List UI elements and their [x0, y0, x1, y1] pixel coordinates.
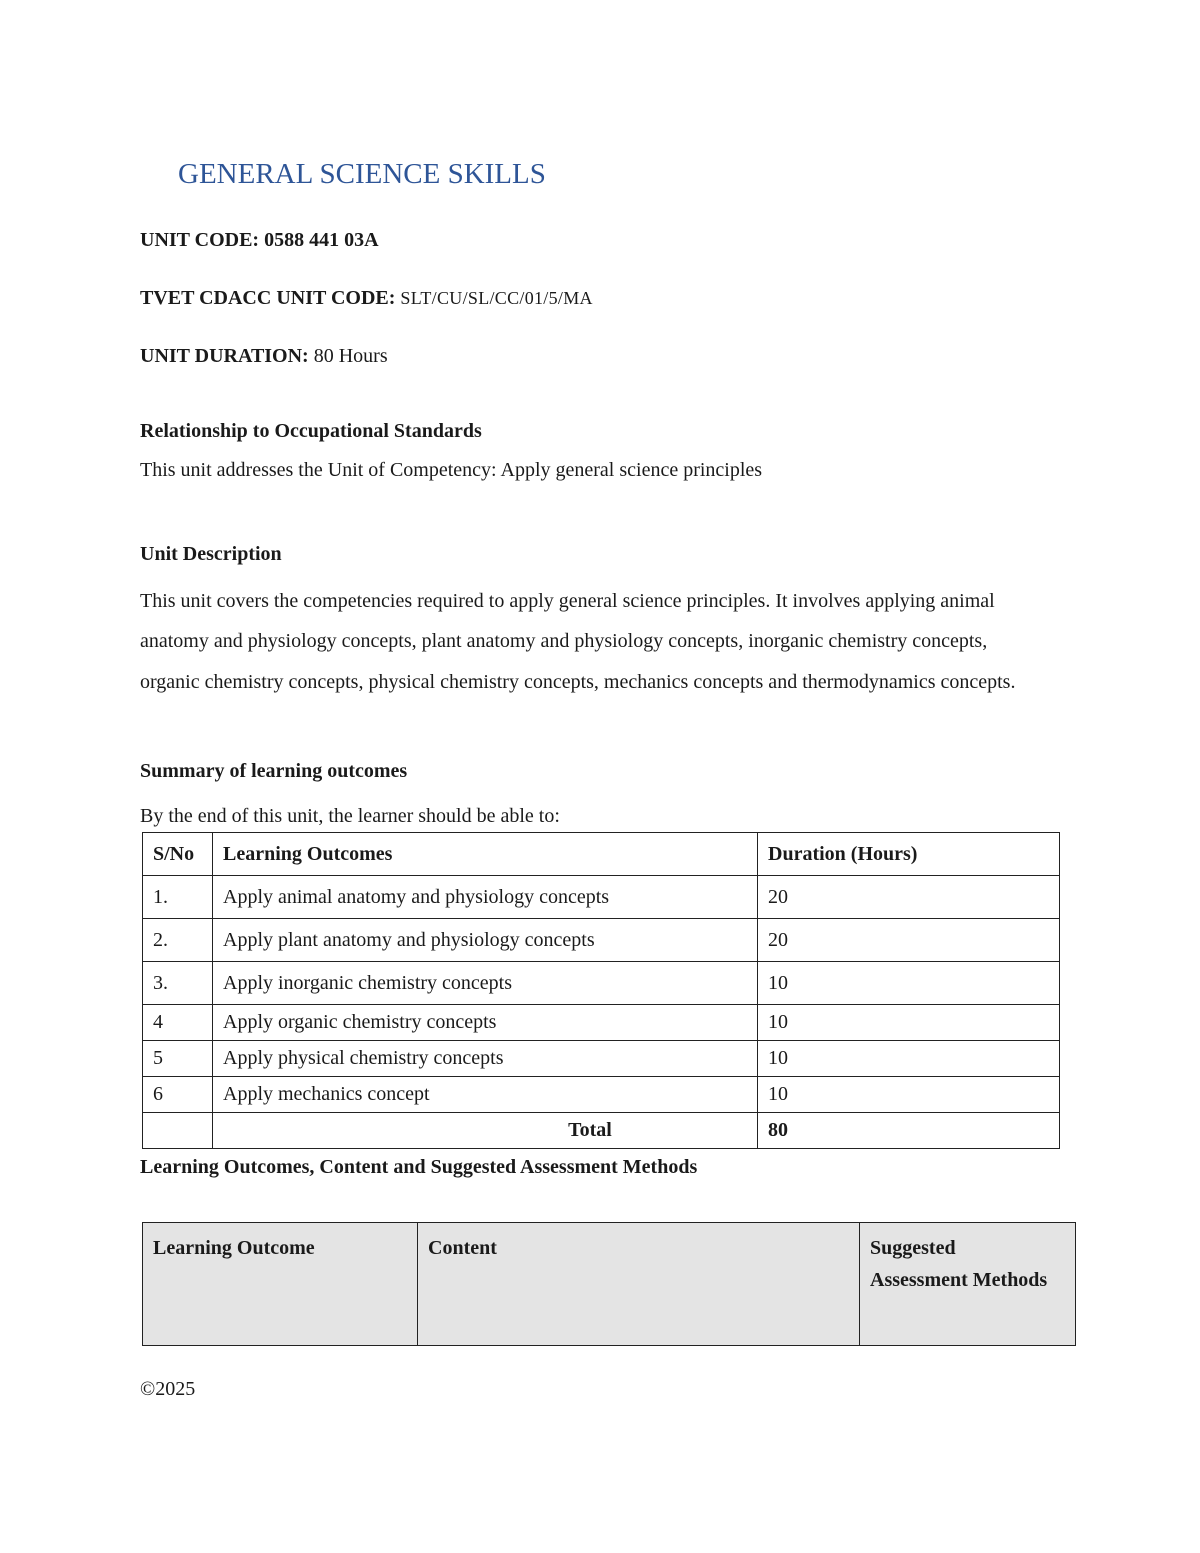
- unit-code: [140, 229, 379, 252]
- row-outcome: Apply animal anatomy and physiology concepts: [213, 876, 758, 919]
- unit-code-label: UNIT CODE: 0588 441 03A: [140, 229, 379, 251]
- assessment-header-row: [143, 1223, 1076, 1346]
- row-outcome: Apply plant anatomy and physiology concepts: [213, 919, 758, 962]
- row-number: 5: [143, 1041, 213, 1077]
- table-row: [143, 876, 1060, 919]
- column-header-outcomes: Learning Outcomes: [213, 833, 758, 876]
- description-heading: Unit Description: [140, 543, 282, 565]
- total-value: 80: [758, 1113, 1060, 1149]
- column-header-learning-outcome: Learning Outcome: [143, 1223, 418, 1346]
- table-header-row: [143, 833, 1060, 876]
- row-number: 6: [143, 1077, 213, 1113]
- row-outcome: Apply organic chemistry concepts: [213, 1005, 758, 1041]
- assessment-table: [142, 1222, 1076, 1346]
- unit-duration: [140, 345, 388, 368]
- assessment-header-line2: Assessment Methods: [870, 1269, 1048, 1291]
- column-header-assessment: [860, 1223, 1076, 1346]
- table-row: [143, 962, 1060, 1005]
- table-row: [143, 1041, 1060, 1077]
- summary-heading: Summary of learning outcomes: [140, 760, 408, 782]
- row-number: 1.: [143, 876, 213, 919]
- relationship-heading: Relationship to Occupational Standards: [140, 420, 482, 442]
- table-total-row: [143, 1113, 1060, 1149]
- assessment-heading: Learning Outcomes, Content and Suggested Assessment Methods: [140, 1156, 698, 1178]
- learning-outcomes-table: [142, 832, 1060, 1149]
- tvet-unit-code: [140, 287, 593, 310]
- row-hours: 10: [758, 962, 1060, 1005]
- row-outcome: Apply inorganic chemistry concepts: [213, 962, 758, 1005]
- table-row: [143, 1005, 1060, 1041]
- copyright: ©2025: [140, 1378, 196, 1400]
- row-number: 3.: [143, 962, 213, 1005]
- duration-value: 80 Hours: [313, 345, 388, 367]
- assessment-header-line1: Suggested: [870, 1237, 956, 1259]
- row-outcome: Apply physical chemistry concepts: [213, 1041, 758, 1077]
- tvet-code-value: SLT/CU/SL/CC/01/5/MA: [400, 288, 593, 308]
- column-header-sno: S/No: [143, 833, 213, 876]
- summary-intro: By the end of this unit, the learner should be able to:: [140, 805, 560, 827]
- description-text: This unit covers the competencies required to apply general science principles. It involves applying animal anatomy and physiology concepts, plant anatomy and physiology concepts, inorganic chemistry concepts, organic chemistry concepts, physical chemistry concepts, mechanics concepts and thermodynamics concepts.: [140, 590, 1016, 693]
- row-hours: 10: [758, 1005, 1060, 1041]
- row-outcome: Apply mechanics concept: [213, 1077, 758, 1113]
- row-hours: 20: [758, 919, 1060, 962]
- row-hours: 10: [758, 1041, 1060, 1077]
- total-label: Total: [213, 1113, 758, 1149]
- column-header-content: Content: [418, 1223, 860, 1346]
- row-number: 4: [143, 1005, 213, 1041]
- total-empty-cell: [143, 1113, 213, 1149]
- tvet-code-label: TVET CDACC UNIT CODE:: [140, 287, 396, 309]
- relationship-text: This unit addresses the Unit of Competency: Apply general science principles: [140, 459, 763, 481]
- row-number: 2.: [143, 919, 213, 962]
- table-row: [143, 919, 1060, 962]
- table-row: [143, 1077, 1060, 1113]
- column-header-duration: Duration (Hours): [758, 833, 1060, 876]
- row-hours: 20: [758, 876, 1060, 919]
- row-hours: 10: [758, 1077, 1060, 1113]
- document-title: GENERAL SCIENCE SKILLS: [178, 158, 546, 190]
- duration-label: UNIT DURATION:: [140, 345, 309, 367]
